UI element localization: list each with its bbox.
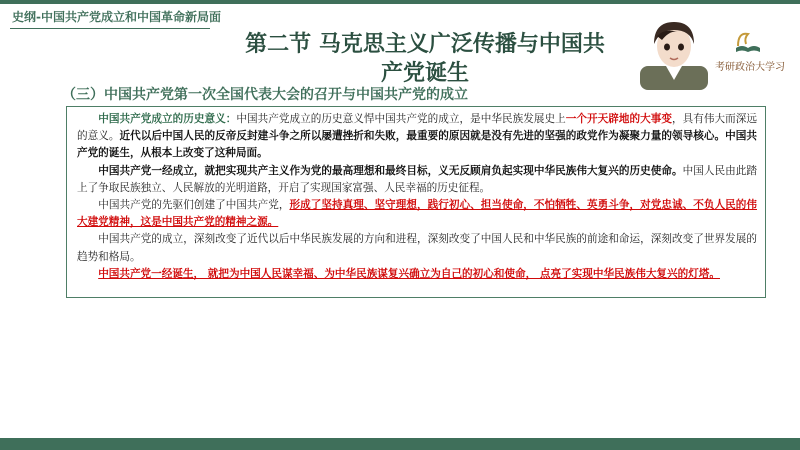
p1-bold-1: 近代以后中国人民的反帝反封建斗争之所以屡遭挫折和失败，最重要的原因就是没有先进的坚强的政党作为凝聚力量的领导核心。中国共产党的诞生，从根本上改变了这种局面。 — [77, 130, 758, 160]
p4-text-1: 中国共产党的成立，深刻改变了近代以后中华民族发展的方向和进程，深刻改变了中国人民和中华民族的前途和命运，深刻改变了世界发展的趋势和格局。 — [77, 233, 757, 263]
section-subtitle: （三）中国共产党第一次全国代表大会的召开与中国共产党的成立 — [62, 87, 468, 103]
chapter-label: 史纲-中国共产党成立和中国革命新局面 — [12, 10, 221, 24]
avatar-illustration-icon — [640, 16, 708, 90]
top-accent-line — [0, 0, 800, 4]
p3-highlight-1: 形成了坚持真理、坚守理想，践行初心、担当使命，不怕牺牲、英勇斗争，对党忠诚、不负人民的伟大建党精神，这是中国共产党的精神之源。 — [77, 199, 757, 229]
p1-text-1: 中国共产党成立的历史意义悍中国共产党的成立，是中华民族发展史上 — [236, 113, 566, 125]
paragraph-profound-change — [77, 231, 757, 265]
brand-logo — [708, 28, 792, 78]
paragraph-founding-spirit — [77, 197, 757, 231]
book-logo-icon — [708, 28, 792, 78]
paragraph-historical-significance — [77, 111, 757, 163]
presenter-avatar — [640, 16, 708, 90]
p2-text-1: 中国人民由此踏上了争取民族独立、人民解放的光明道路，开启了实现国家富强、人民幸福的历史征程。 — [77, 164, 758, 194]
slide-title — [220, 30, 630, 88]
slide-title-line2: 产党诞生 — [380, 61, 469, 86]
paragraph-original-aspiration — [77, 266, 757, 283]
header-divider — [10, 28, 210, 29]
significance-label: 中国共产党成立的历史意义： — [98, 113, 237, 125]
slide-title-line1: 第二节 马克思主义广泛传播与中国共 — [245, 32, 605, 57]
content-box — [66, 106, 766, 298]
p2-bold-1: 中国共产党一经成立，就把实现共产主义作为党的最高理想和最终目标，义无反顾肩负起实现中华民族伟大复兴的历史使命。 — [98, 164, 683, 177]
p5-highlight-1: 中国共产党一经诞生， 就把为中国人民谋幸福、为中华民族谋复兴确立为自己的初心和使命， 点亮了实现中华民族伟大复兴的灯塔。 — [98, 267, 720, 280]
content-text — [67, 107, 765, 283]
p1-highlight-1: 一个开天辟地的大事变 — [565, 113, 673, 125]
p1-text-2: ，具有伟大而深远的意义。 — [77, 113, 758, 143]
paragraph-mission — [77, 163, 757, 197]
bottom-accent-bar — [0, 438, 800, 450]
logo-text: 考研政治大学习 — [715, 62, 785, 73]
p3-text-1: 中国共产党的先驱们创建了中国共产党， — [98, 199, 290, 212]
